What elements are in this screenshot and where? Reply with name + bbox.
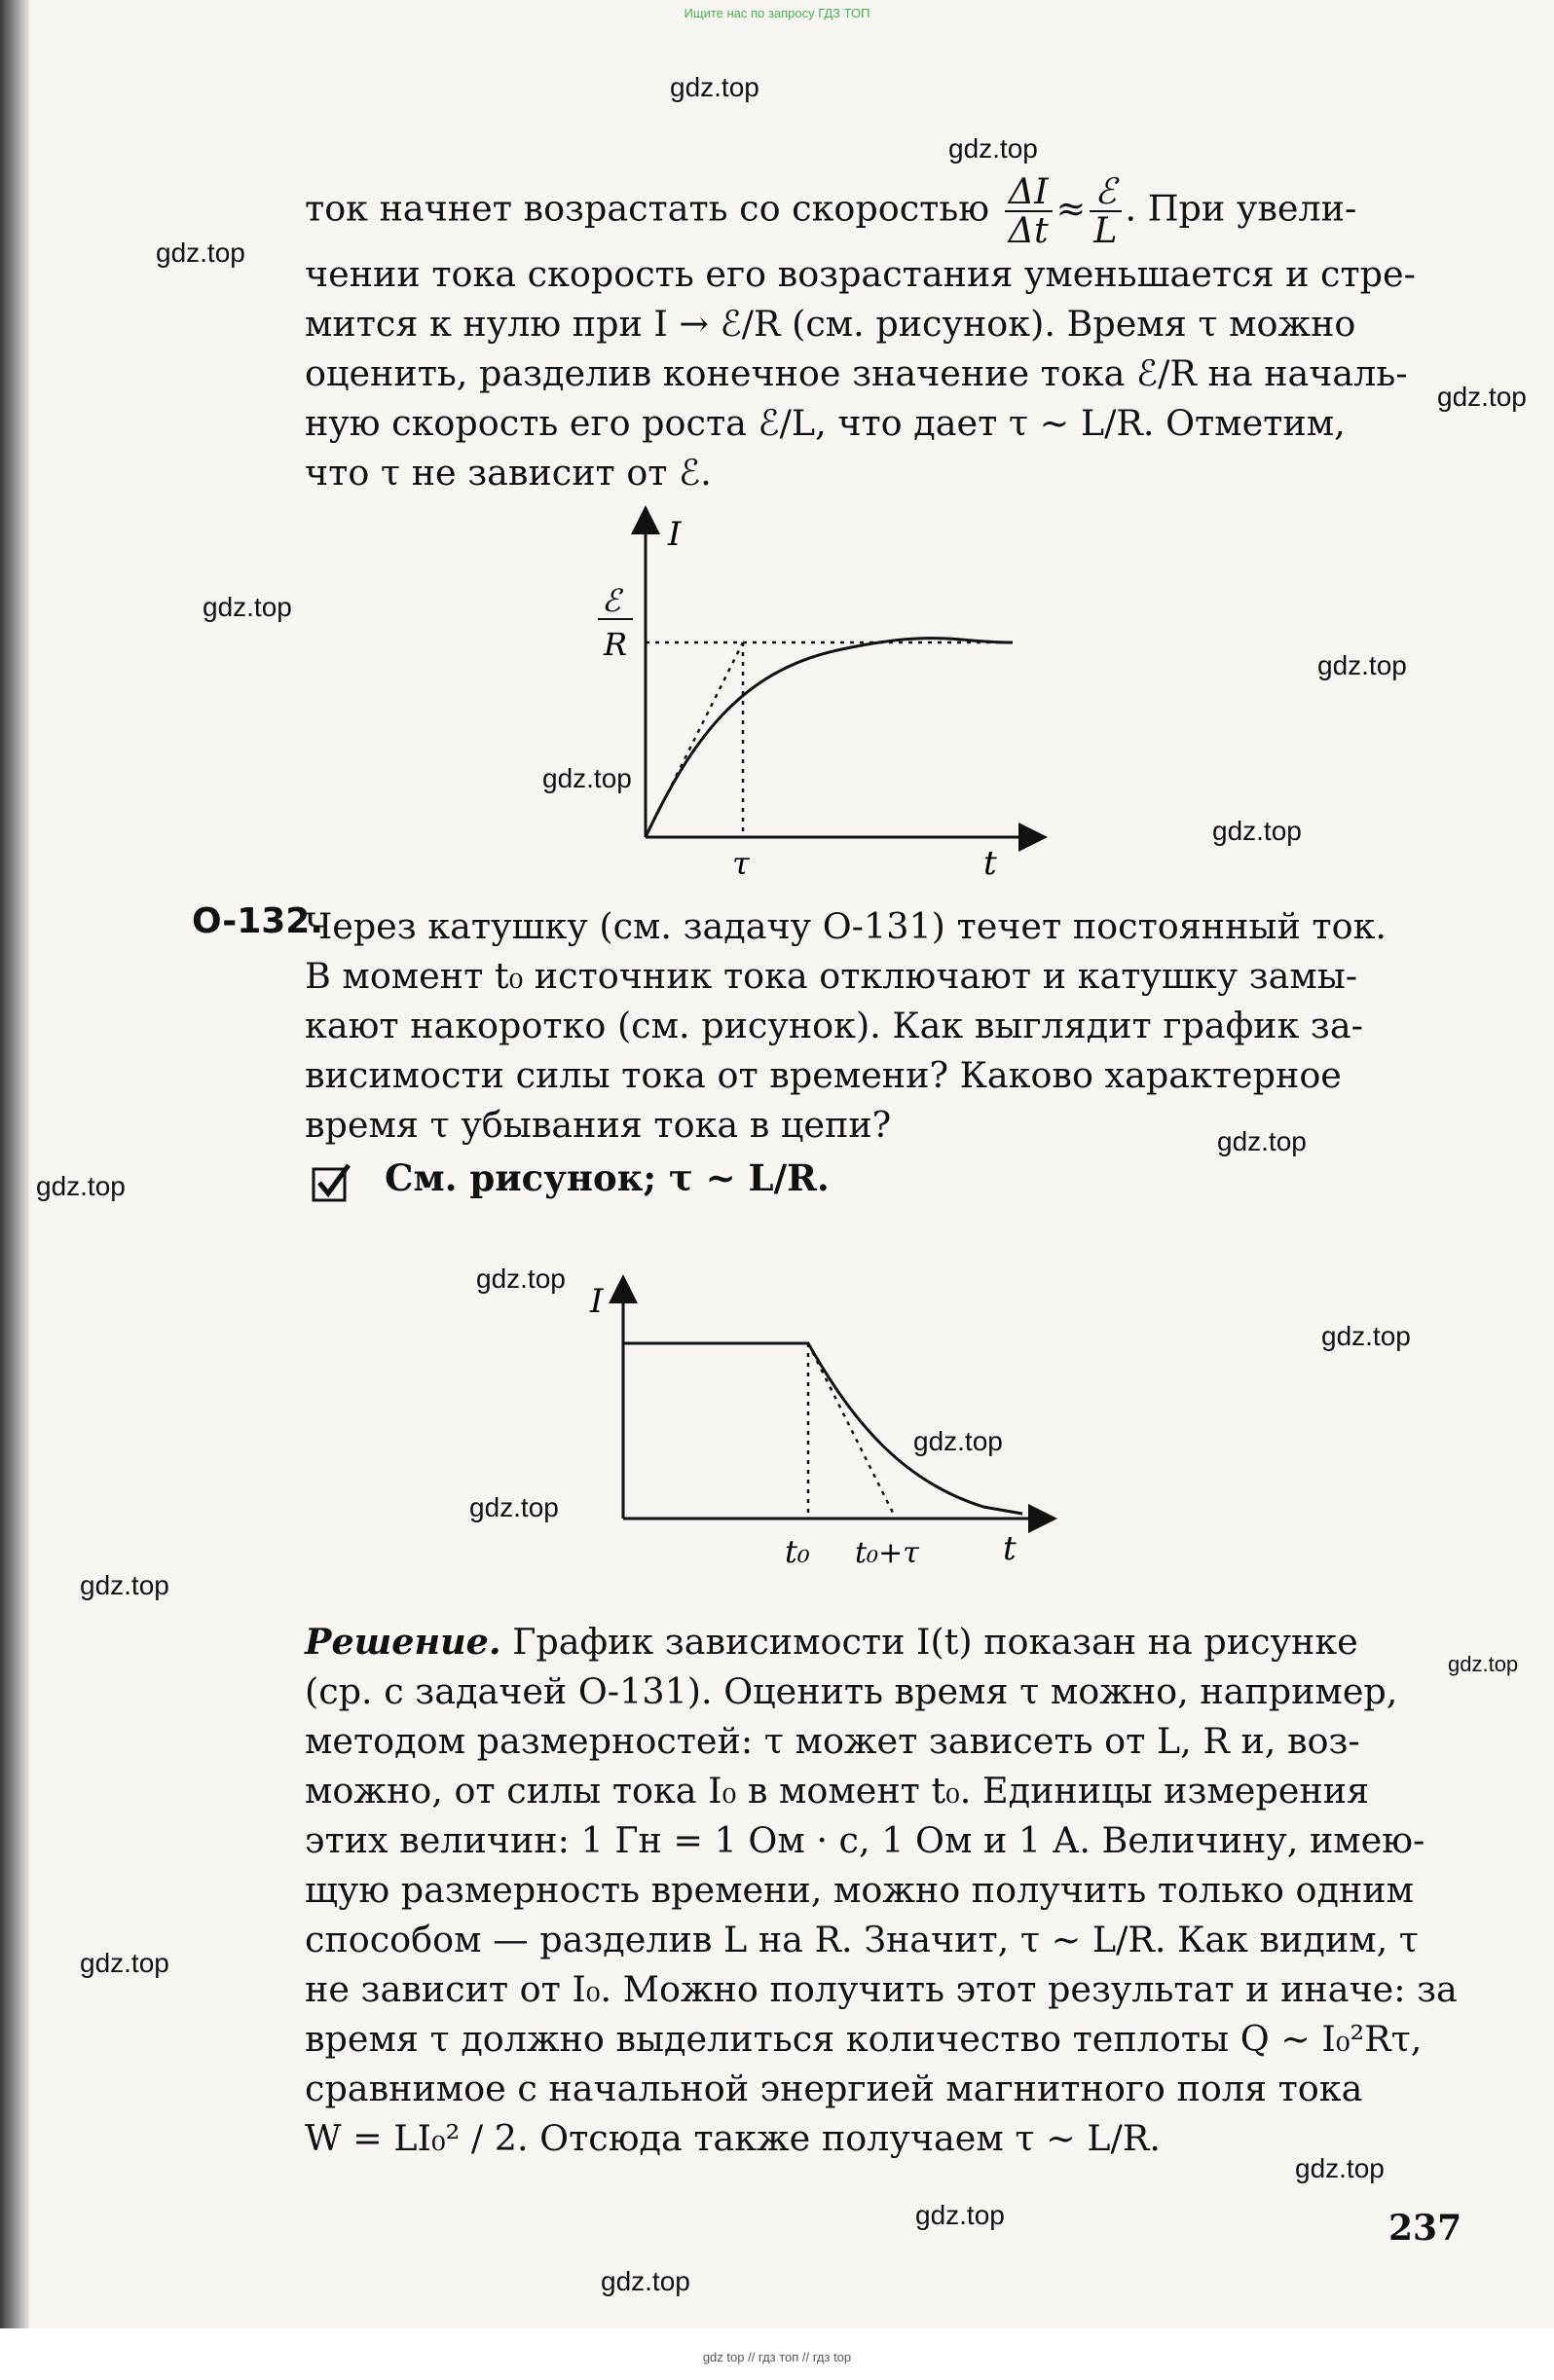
problem-number: O-132.: [192, 901, 324, 941]
text-line: В момент t₀ источник тока отключают и катушку замы-: [305, 955, 1358, 997]
y-axis-label: I: [668, 515, 682, 554]
watermark: gdz.top: [476, 1263, 566, 1294]
t0-label: t₀: [785, 1533, 810, 1570]
watermark: gdz.top: [1448, 1652, 1519, 1676]
watermark: gdz.top: [915, 2200, 1005, 2230]
text-line: можно, от силы тока I₀ в момент t₀. Единицы измерения: [305, 1770, 1370, 1812]
current-decay-curve: [623, 1343, 1022, 1514]
page-binding-edge: [0, 0, 29, 2328]
watermark: gdz.top: [1212, 816, 1302, 846]
tau-label: τ: [732, 845, 750, 882]
watermark: gdz.top: [948, 133, 1038, 164]
graph-current-decay: [574, 1265, 1061, 1587]
answer-text: См. рисунок; τ ~ L/R.: [385, 1156, 830, 1199]
text-line: время τ убывания тока в цепи?: [305, 1104, 892, 1146]
top-banner[interactable]: Ищите нас по запросу ГДЗ ТОП: [684, 6, 870, 20]
t0-tau-label: t₀+τ: [855, 1536, 919, 1570]
watermark: gdz.top: [203, 592, 292, 622]
x-axis-label: t: [1003, 1529, 1017, 1568]
watermark: gdz.top: [1437, 382, 1527, 412]
text-line: время τ должно выделиться количество теплоты Q ~ I₀²Rτ,: [305, 2018, 1423, 2060]
tangent-line: [808, 1343, 896, 1519]
problem-text: [305, 901, 1452, 1150]
watermark: gdz.top: [156, 238, 245, 268]
watermark: gdz.top: [670, 72, 759, 102]
text-line: щую размерность времени, можно получить только одним: [305, 1869, 1415, 1911]
text-line: ток начнет возрастать со скоростью $\frac{\Delta I}{\Delta t}$ ≈ $\frac{\text{ℰ}}{L}$ . При увели-: [305, 170, 1357, 251]
text-line: Через катушку (см. задачу О-131) течет постоянный ток.: [305, 905, 1387, 947]
text-line: методом размерностей: τ может зависеть от L, R и, воз-: [305, 1720, 1360, 1762]
solution-lead: Решение.: [305, 1621, 501, 1663]
fraction-emf-L: $\frac{\text{ℰ}}{L}$: [1090, 173, 1121, 249]
text-line: не зависит от I₀. Можно получить этот результат и иначе: за: [305, 1968, 1458, 2010]
watermark: gdz.top: [1317, 650, 1407, 680]
watermark: gdz.top: [1321, 1321, 1411, 1351]
text-line: способом — разделив L на R. Значит, τ ~ L/R. Как видим, τ: [305, 1919, 1419, 1960]
watermark: gdz.top: [1217, 1126, 1307, 1156]
text-line: (ср. с задачей О-131). Оценить время τ можно, например,: [305, 1670, 1398, 1712]
check-mark-icon: [312, 1163, 351, 1202]
text-line: мится к нулю при I → ℰ/R (см. рисунок). Время τ можно: [305, 303, 1356, 345]
solution-text: [305, 1617, 1458, 2163]
y-value-denominator: R: [604, 626, 628, 663]
watermark: gdz.top: [1295, 2153, 1385, 2183]
text-line: Решение. График зависимости I(t) показан на рисунке: [305, 1621, 1358, 1663]
text-line: ную скорость его роста ℰ/L, что дает τ ~ L/R. Отметим,: [305, 402, 1346, 444]
text-line: чении тока скорость его возрастания уменьшается и стре-: [305, 253, 1416, 295]
y-value-numerator: ℰ: [602, 582, 621, 619]
graph-current-rise: [584, 496, 1052, 886]
y-axis-label: I: [590, 1282, 604, 1321]
watermark: gdz.top: [601, 2266, 690, 2296]
watermark: gdz.top: [469, 1492, 559, 1522]
text-line: W = LI₀² / 2. Отсюда также получаем τ ~ L/R.: [305, 2117, 1161, 2159]
text-line: этих величин: 1 Гн = 1 Ом · с, 1 Ом и 1 А. Величину, имею-: [305, 1819, 1425, 1861]
watermark: gdz.top: [80, 1570, 169, 1600]
current-rise-curve: [646, 639, 1013, 837]
page-number: 237: [1388, 2208, 1462, 2249]
text-line: кают накоротко (см. рисунок). Как выглядит график за-: [305, 1005, 1363, 1046]
watermark: gdz.top: [913, 1426, 1003, 1456]
text-line: оценить, разделив конечное значение тока ℰ/R на началь-: [305, 352, 1408, 394]
watermark: gdz.top: [80, 1948, 169, 1978]
paragraph-intro: [305, 170, 1452, 497]
text-line: что τ не зависит от ℰ.: [305, 452, 712, 494]
text-line: сравнимое с начальной энергией магнитного поля тока: [305, 2068, 1363, 2109]
fraction-dI-dt: $\frac{\Delta I}{\Delta t}$: [1005, 173, 1053, 249]
footer-links[interactable]: gdz top // гдз топ // гдз top: [702, 2350, 852, 2364]
watermark: gdz.top: [542, 763, 632, 793]
watermark: gdz.top: [36, 1171, 126, 1201]
text-line: висимости силы тока от времени? Каково характерное: [305, 1054, 1342, 1096]
x-axis-label: t: [983, 844, 997, 883]
